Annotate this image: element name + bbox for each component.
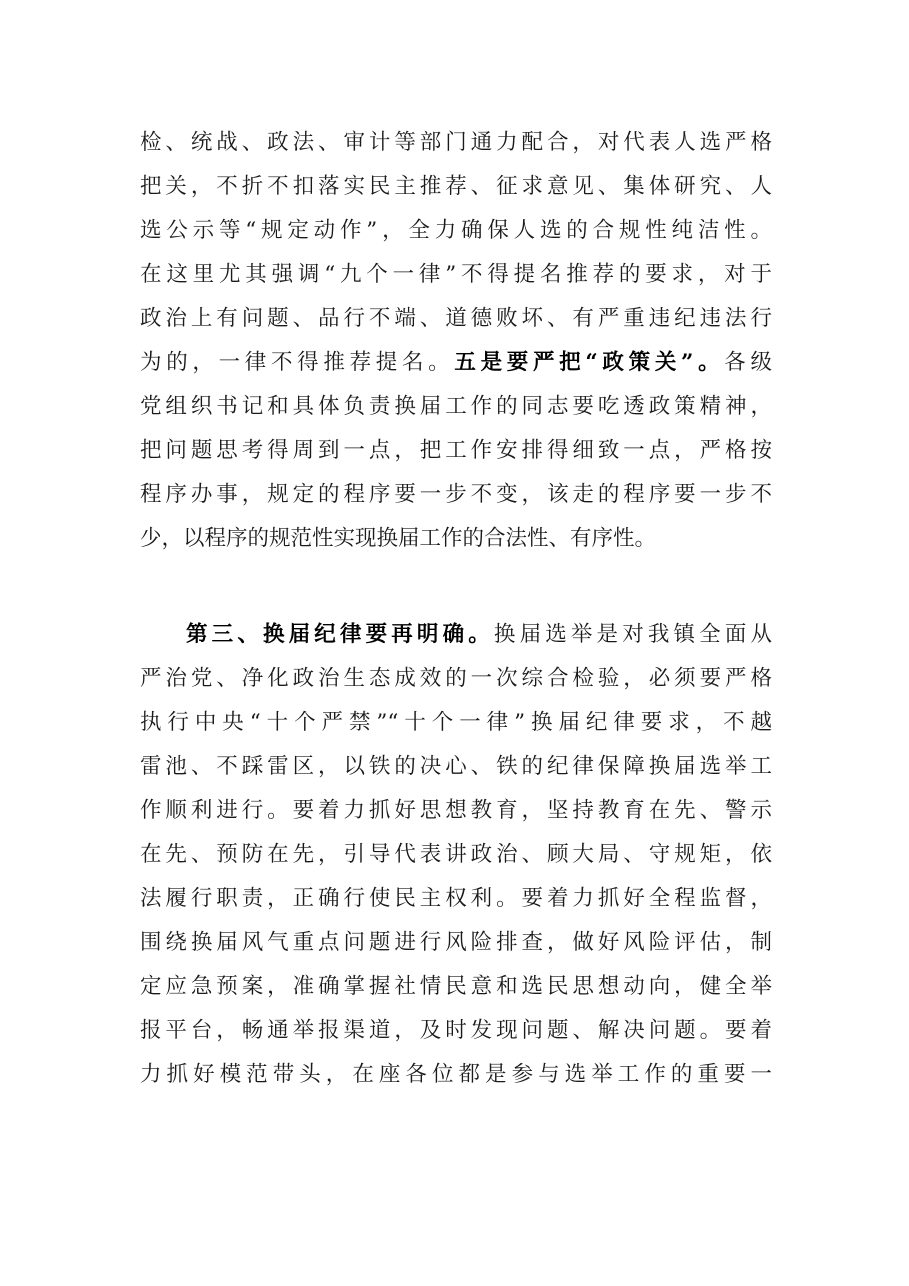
text-line: 政治上有问题、品行不端、道德败坏、有严重违纪违法行 [140,306,772,331]
text-line: 围绕换届风气重点问题进行风险排查，做好风险评估，制 [140,930,772,955]
text-line: 选公示等“规定动作”，全力确保人选的合规性纯洁性。 [140,218,772,243]
text-line: 检、统战、政法、审计等部门通力配合，对代表人选严格 [140,130,772,155]
text-line-with-heading [140,341,772,385]
text-line: 在先、预防在先，引导代表讲政治、顾大局、守规矩，依 [140,842,772,867]
text-line: 定应急预案，准确掌握社情民意和选民思想动向，健全举 [140,974,772,999]
text-segment: 各级 [724,350,772,375]
paragraph-continued [140,121,772,561]
text-line: 雷池、不踩雷区，以铁的决心、铁的纪律保障换届选举工 [140,754,772,779]
text-segment: 为的，一律不得推荐提名。 [140,350,455,375]
text-line: 力抓好模范带头，在座各位都是参与选举工作的重要一 [140,1062,772,1087]
text-line: 执行中央“十个严禁”“十个一律”换届纪律要求，不越 [140,710,772,735]
text-line: 少，以程序的规范性实现换届工作的合法性、有序性。 [140,526,657,551]
text-line: 报平台，畅通举报渠道，及时发现问题、解决问题。要着 [140,1018,772,1043]
text-line: 法履行职责，正确行使民主权利。要着力抓好全程监督， [140,886,772,911]
text-line: 程序办事，规定的程序要一步不变，该走的程序要一步不 [140,482,772,507]
text-segment: 换届选举是对我镇全面从 [493,622,772,647]
text-line: 严治党、净化政治生态成效的一次综合检验，必须要严格 [140,666,772,691]
text-line: 在这里尤其强调“九个一律”不得提名推荐的要求，对于 [140,262,772,287]
text-line: 作顺利进行。要着力抓好思想教育，坚持教育在先、警示 [140,798,772,823]
point-five-heading: 五是要严把“政策关”。 [454,350,725,375]
section-heading-line [140,613,772,657]
text-line: 把问题思考得周到一点，把工作安排得细致一点，严格按 [140,438,772,463]
section-three-heading: 第三、换届纪律要再明确。 [186,622,494,647]
text-line: 党组织书记和具体负责换届工作的同志要吃透政策精神， [140,394,772,419]
text-line: 把关，不折不扣落实民主推荐、征求意见、集体研究、人 [140,174,772,199]
section-three-paragraph [140,613,772,1097]
